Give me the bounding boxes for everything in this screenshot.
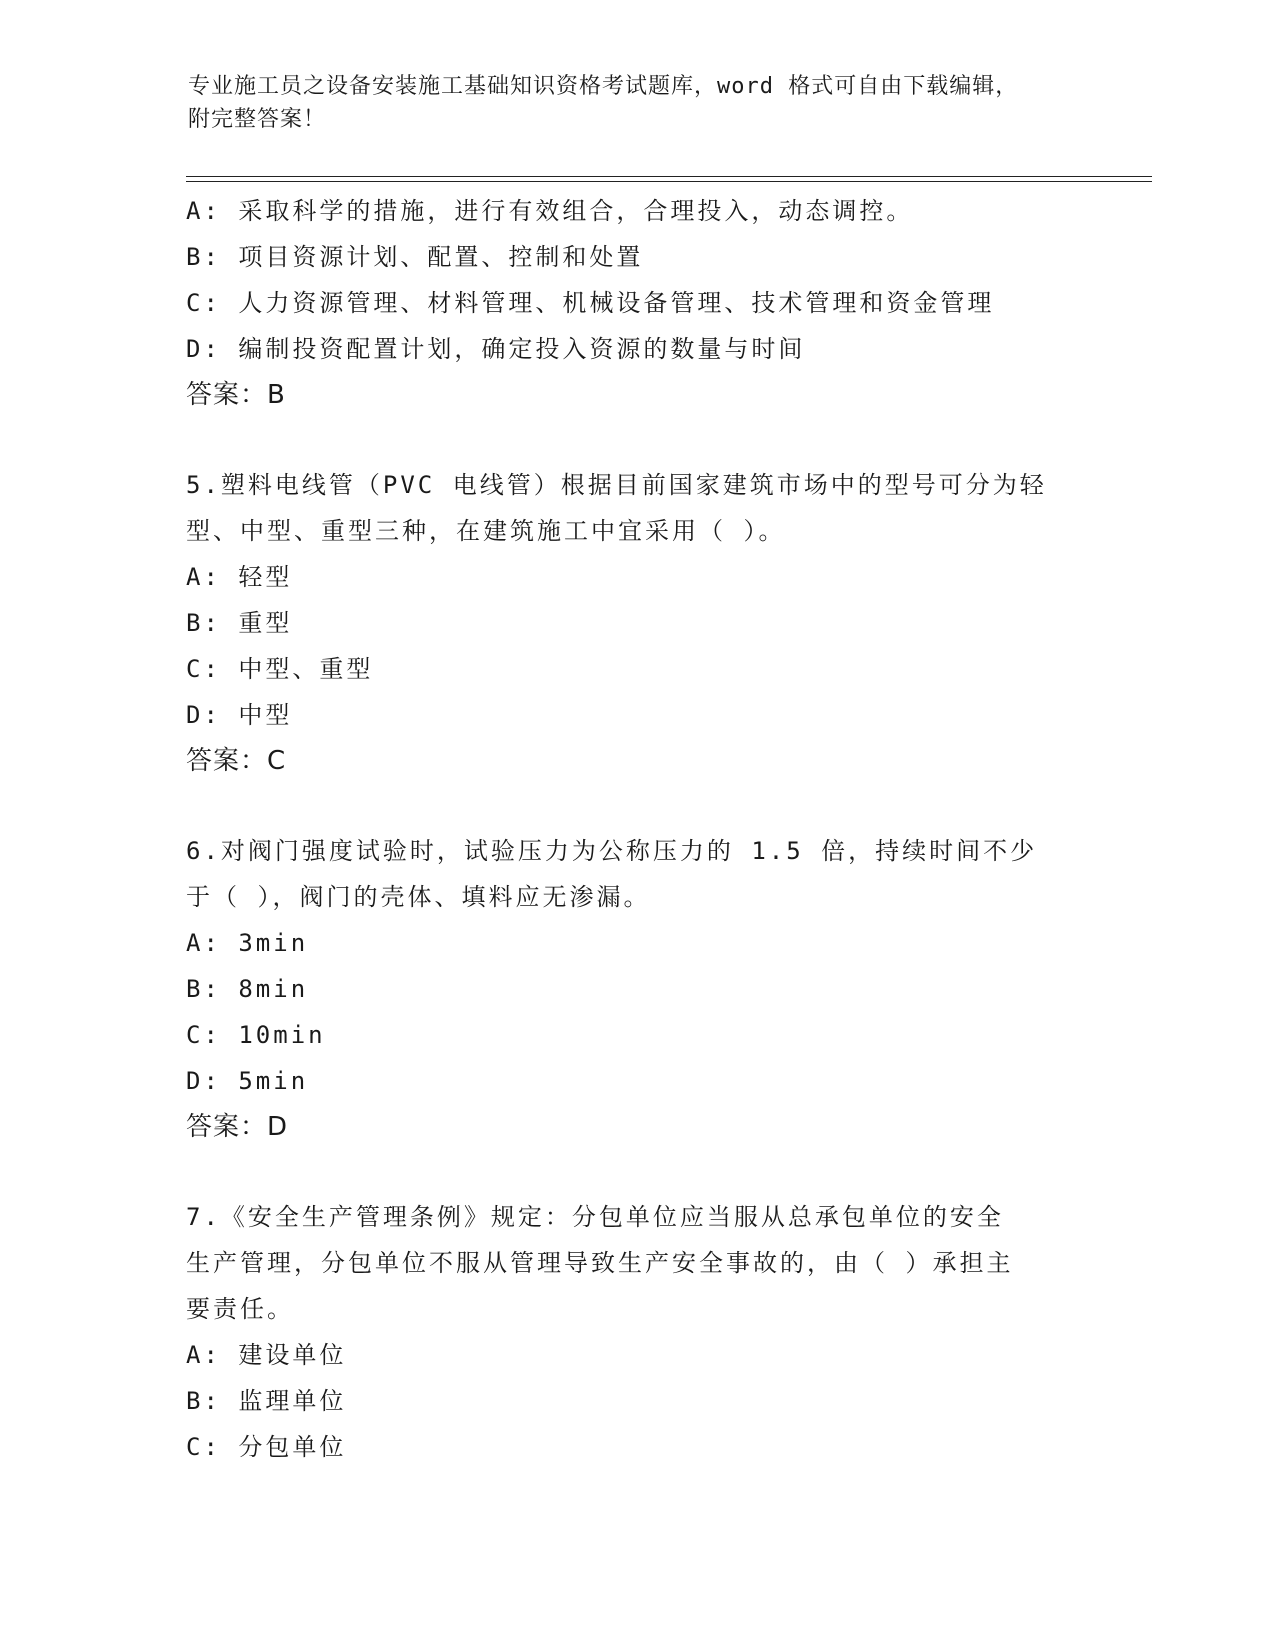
spacer (186, 1150, 1086, 1194)
option-b: B: 监理单位 (186, 1387, 347, 1415)
spacer (186, 784, 1086, 828)
question-text-line: 生产管理，分包单位不服从管理导致生产安全事故的，由（ ）承担主 (186, 1249, 1014, 1277)
question-text-line: 6.对阀门强度试验时，试验压力为公称压力的 1.5 倍，持续时间不少 (186, 837, 1038, 865)
option-c: C: 人力资源管理、材料管理、机械设备管理、技术管理和资金管理 (186, 289, 995, 317)
answer-text: 答案：C (186, 746, 287, 776)
option-b: B: 重型 (186, 609, 293, 637)
option-d: D: 5min (186, 1067, 309, 1095)
header-divider-top (186, 176, 1152, 177)
question-text-line: 于（ ），阀门的壳体、填料应无渗漏。 (186, 883, 651, 911)
spacer (186, 418, 1086, 462)
question-text-line: 型、中型、重型三种，在建筑施工中宜采用（ ）。 (186, 517, 786, 545)
answer-text: 答案：B (186, 380, 286, 410)
question-text-line: 要责任。 (186, 1295, 294, 1323)
question-content (186, 188, 1086, 1470)
option-c: C: 中型、重型 (186, 655, 374, 683)
document-header (188, 70, 1068, 136)
question-4-block (186, 188, 1086, 418)
question-7-block (186, 1194, 1086, 1470)
question-text-line: 7.《安全生产管理条例》规定：分包单位应当服从总承包单位的安全 (186, 1203, 1004, 1231)
option-a: A: 采取科学的措施，进行有效组合，合理投入，动态调控。 (186, 197, 914, 225)
header-title-line-1: 专业施工员之设备安装施工基础知识资格考试题库，word 格式可自由下载编辑， (188, 74, 1019, 99)
option-b: B: 8min (186, 975, 309, 1003)
option-a: A: 3min (186, 929, 309, 957)
option-c: C: 10min (186, 1021, 326, 1049)
question-6-block (186, 828, 1086, 1150)
header-title-line-2: 附完整答案！ (188, 107, 327, 132)
option-a: A: 轻型 (186, 563, 293, 591)
option-a: A: 建设单位 (186, 1341, 347, 1369)
answer-text: 答案：D (186, 1112, 289, 1142)
question-5-block (186, 462, 1086, 784)
question-text-line: 5.塑料电线管（PVC 电线管）根据目前国家建筑市场中的型号可分为轻 (186, 471, 1047, 499)
option-d: D: 中型 (186, 701, 293, 729)
option-d: D: 编制投资配置计划，确定投入资源的数量与时间 (186, 335, 806, 363)
header-divider-bottom (186, 181, 1152, 182)
option-b: B: 项目资源计划、配置、控制和处置 (186, 243, 644, 271)
option-c: C: 分包单位 (186, 1433, 347, 1461)
